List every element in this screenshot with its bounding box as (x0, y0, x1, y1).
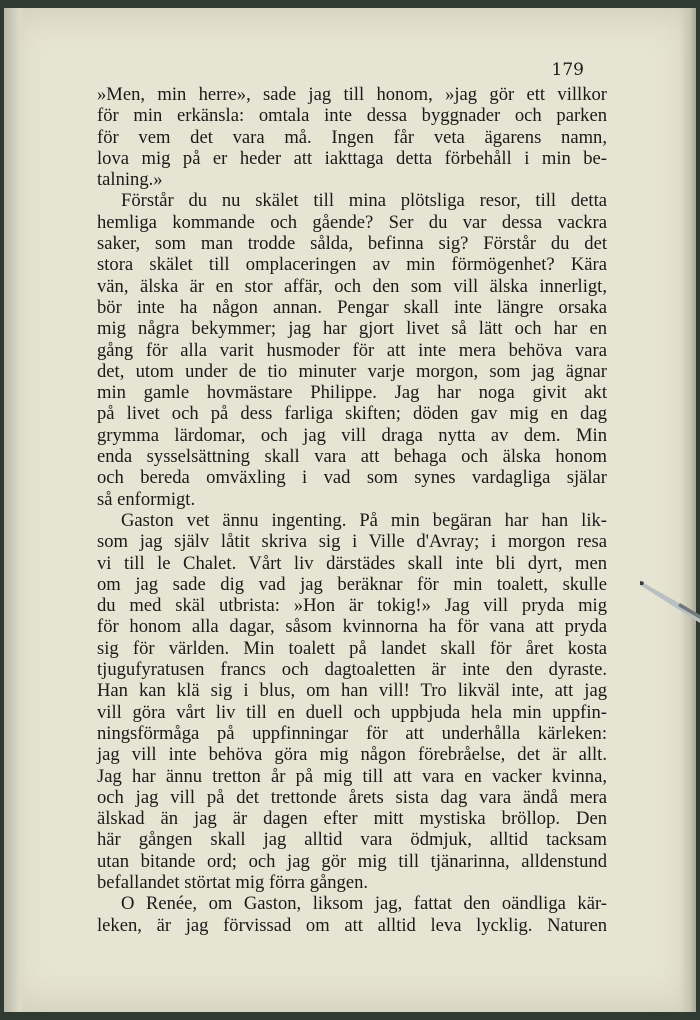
text-line: det, utom under de tio minuter varje morgon, som jag ägnar (97, 360, 607, 382)
book-page (4, 8, 696, 1012)
text-line: »Men, min herre», sade jag till honom, »jag gör ett villkor (97, 84, 607, 105)
text-line: som jag själv låtit skriva sig i Ville d'Avray; i morgon resa (97, 531, 607, 553)
text-line: ningsförmåga på uppfinningar för att underhålla kärleken: (97, 722, 607, 744)
text-line: för honom alla dagar, såsom kvinnorna ha för vana att pryda (97, 616, 607, 638)
text-line: jag vill inte behöva göra mig någon förebråelse, det är allt. (97, 744, 607, 766)
text-line: saker, som man trodde sålda, befinna sig? Förstår du det (97, 233, 607, 255)
text-line: O Renée, om Gaston, liksom jag, fattat den oändliga kär- (121, 893, 607, 915)
text-line: vän, älska är en stor affär, och den som vill älska innerligt, (97, 275, 607, 297)
text-line: vill göra vårt liv till en duell och uppbjuda hela min uppfin- (97, 701, 607, 723)
pen-tip-icon (640, 575, 700, 623)
text-line: om jag sade dig vad jag beräknar för min toalett, skulle (97, 573, 607, 595)
text-line: lova mig på er heder att iakttaga detta förbehåll i min be- (97, 147, 607, 169)
text-line: hemliga kommande och gående? Ser du var dessa vackra (97, 211, 607, 233)
text-line: vi till le Chalet. Vårt liv därstädes skall inte bli dyrt, men (97, 552, 607, 574)
text-line: och jag vill på det trettonde årets sista dag vara ändå mera (97, 786, 607, 808)
text-line: enda sysselsättning skall vara att behaga och älska honom (97, 446, 607, 468)
body-text (97, 84, 607, 936)
text-line: befallandet störtat mig förra gången. (97, 871, 369, 893)
text-line: och bereda omväxling i vad som synes vardagliga själar (97, 467, 607, 489)
text-line: mig några bekymmer; jag har gjort livet så lätt och har en (97, 318, 607, 340)
text-line: leken, är jag förvissad om att alltid leva lycklig. Naturen (97, 914, 607, 936)
text-line: så enformigt. (97, 488, 196, 510)
text-line: Förstår du nu skälet till mina plötsliga resor, till detta (121, 190, 607, 212)
text-line: bör inte ha någon annan. Pengar skall inte längre orsaka (97, 296, 607, 318)
text-line: talning.» (97, 169, 163, 191)
text-line: min gamle hovmästare Philippe. Jag har noga givit akt (97, 382, 607, 404)
text-line: utan bitande ord; och jag gör mig till tjänarinna, alldenstund (97, 850, 607, 872)
text-line: Han kan klä sig i blus, om han vill! Tro likväl inte, att jag (97, 680, 607, 702)
text-line: stora skälet till omplaceringen av min förmögenhet? Kära (97, 254, 607, 276)
text-line: här gången skall jag alltid vara ödmjuk, alltid tacksam (97, 829, 607, 851)
page-number: 179 (551, 60, 584, 80)
text-line: för min erkänsla: omtala inte dessa byggnader och parken (97, 105, 607, 127)
page-gutter-shadow (4, 8, 26, 1012)
page-edge-shadow (680, 8, 696, 1012)
text-line: grymma lärdomar, och jag vill draga nytta av dem. Min (97, 424, 607, 446)
text-line: du med skäl utbrista: »Hon är tokig!» Jag vill pryda mig (97, 595, 607, 617)
text-line: Gaston vet ännu ingenting. På min begäran har han lik- (121, 509, 607, 531)
text-line: för vem det vara må. Ingen får veta ägarens namn, (97, 126, 607, 148)
text-line: gång för alla varit husmoder för att inte mera behöva vara (97, 339, 607, 361)
text-line: älskad än jag är dagen efter mitt mystiska bröllop. Den (97, 808, 607, 830)
text-line: tjugufyratusen francs och dagtoaletten är inte den dyraste. (97, 659, 607, 681)
text-line: Jag har ännu tretton år på mig till att vara en vacker kvinna, (97, 765, 607, 787)
text-line: på livet och på dess farliga skiften; döden gav mig en dag (97, 403, 607, 425)
text-line: sig för världen. Min toalett på landet skall för året kosta (97, 637, 607, 659)
